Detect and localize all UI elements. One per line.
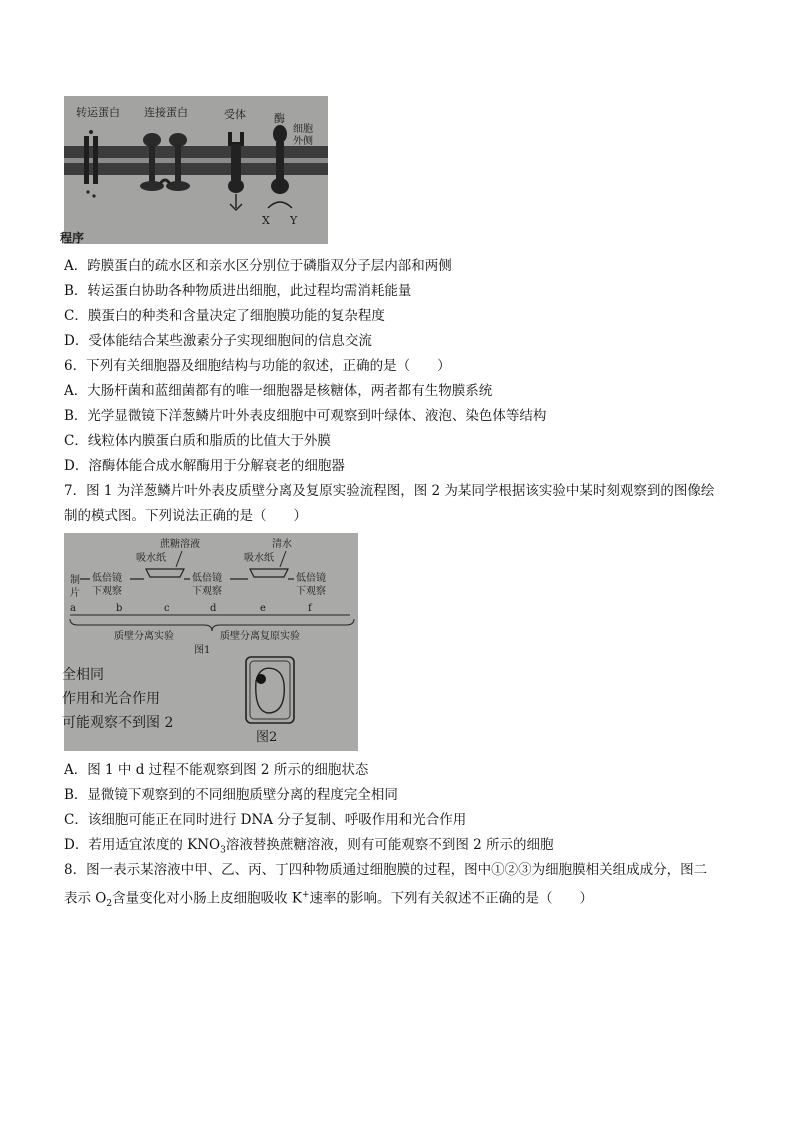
letter-d: d: [210, 603, 217, 614]
cut-text-3: 可能观察不到图 2: [62, 715, 174, 731]
q5-option-d: D．受体能结合某些激素分子实现细胞间的信息交流: [64, 333, 372, 349]
label-fig2: 图2: [256, 730, 278, 745]
q6-stem: 6．下列有关细胞器及细胞结构与功能的叙述，正确的是（ ）: [64, 358, 451, 374]
label-transport-protein: 转运蛋白: [76, 106, 120, 119]
label-make-1: 制: [70, 575, 80, 586]
nucleus-shape: [256, 674, 266, 684]
q5-option-c: C．膜蛋白的种类和含量决定了细胞膜功能的复杂程度: [64, 308, 385, 324]
letter-a: a: [70, 603, 76, 614]
q8-stem-line1: 8．图一表示某溶液中甲、乙、丙、丁四种物质通过细胞膜的过程，图中①②③为细胞膜相关组成成分，图二: [64, 862, 708, 878]
label-receptor: 受体: [224, 108, 246, 121]
q7-option-c: C．该细胞可能正在同时进行 DNA 分子复制、呼吸作用和光合作用: [64, 812, 467, 828]
label-sucrose-solution: 蔗糖溶液: [160, 539, 200, 550]
plasmolysis-figure: [64, 533, 358, 751]
label-linker-protein: 连接蛋白: [144, 106, 188, 119]
label-low-1a: 低倍镜: [92, 573, 122, 584]
q8-line2-c: 速率的影响。下列有关叙述不正确的是（ ）: [309, 890, 594, 907]
label-outside-a: 细胞: [293, 124, 313, 135]
label-plasmolysis-exp: 质壁分离实验: [114, 631, 174, 642]
label-cut-text: 程序: [60, 231, 85, 245]
letter-f: f: [308, 603, 312, 614]
label-outside-b: 外侧: [293, 136, 313, 147]
q8-line2-a: 表示 O: [64, 890, 107, 907]
label-low-2b: 下观察: [192, 586, 222, 597]
q7-option-d-sub: 3: [220, 845, 226, 856]
q7-stem-line2: 制的模式图。下列说法正确的是（ ）: [64, 508, 307, 524]
q6-option-c: C．线粒体内膜蛋白质和脂质的比值大于外膜: [64, 433, 331, 449]
q7-stem-line1: 7．图 1 为洋葱鳞片叶外表皮质壁分离及复原实验流程图，图 2 为某同学根据该实验中某时刻观察到的图像绘: [64, 483, 715, 499]
label-y: Y: [290, 214, 298, 227]
membrane-protein-figure: [60, 96, 328, 245]
q7-option-d-after: 溶液替换蔗糖溶液，则有可能观察不到图 2 所示的细胞: [225, 837, 554, 853]
q5-option-b: B．转运蛋白协助各种物质进出细胞，此过程均需消耗能量: [64, 283, 412, 299]
label-paper-2: 吸水纸: [244, 553, 274, 564]
q8-line2-sub: 2: [106, 899, 113, 910]
q6-option-b: B．光学显微镜下洋葱鳞片叶外表皮细胞中可观察到叶绿体、液泡、染色体等结构: [64, 408, 547, 424]
label-low-3a: 低倍镜: [296, 573, 326, 584]
cut-text-2: 作用和光合作用: [62, 691, 160, 707]
letter-c: c: [164, 603, 170, 614]
label-paper-1: 吸水纸: [136, 553, 166, 564]
cut-text-1: 全相同: [62, 667, 104, 683]
label-water: 清水: [272, 539, 292, 550]
membrane-protein-diagram: [60, 96, 328, 245]
q6-option-a: A．大肠杆菌和蓝细菌都有的唯一细胞器是核糖体，两者都有生物膜系统: [64, 383, 493, 399]
q8-line2-sup: +: [301, 890, 310, 900]
label-x: X: [262, 214, 270, 227]
q7-option-b: B．显微镜下观察到的不同细胞质壁分离的程度完全相同: [64, 787, 398, 803]
q6-option-d: D．溶酶体能合成水解酶用于分解衰老的细胞器: [64, 458, 345, 474]
plasmolysis-diagram: [64, 533, 358, 751]
q7-option-d-before: D．若用适宜浓度的 KNO: [64, 837, 221, 853]
q5-option-a: A．跨膜蛋白的疏水区和亲水区分别位于磷脂双分子层内部和两侧: [64, 258, 452, 274]
label-enzyme: 酶: [274, 112, 285, 125]
letter-e: e: [260, 603, 266, 614]
q8-stem-line2: [64, 885, 593, 914]
letter-b: b: [116, 603, 123, 614]
q8-line2-b: 含量变化对小肠上皮细胞吸收 K: [112, 890, 302, 907]
label-low-1b: 下观察: [92, 586, 122, 597]
label-fig1: 图1: [194, 645, 211, 656]
label-low-2a: 低倍镜: [192, 573, 222, 584]
label-make-2: 片: [70, 588, 80, 599]
q7-option-d: [64, 835, 554, 861]
label-low-3b: 下观察: [296, 586, 326, 597]
q7-option-a: A．图 1 中 d 过程不能观察到图 2 所示的细胞状态: [64, 762, 369, 778]
label-recovery-exp: 质壁分离复原实验: [220, 631, 300, 642]
